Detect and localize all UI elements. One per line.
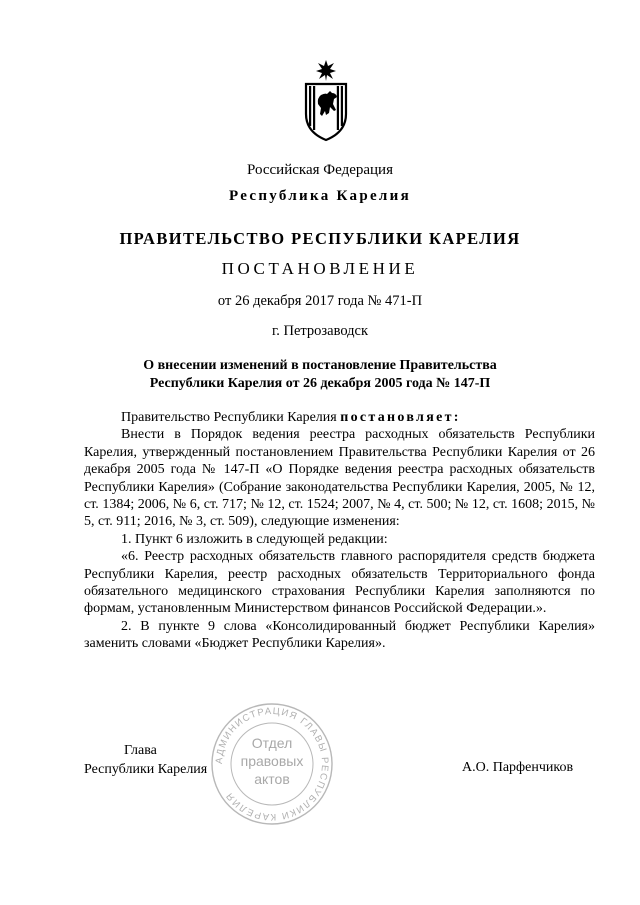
country-name: Российская Федерация (247, 162, 393, 178)
signatory-position-line-2: Республики Карелия (84, 762, 208, 777)
stamp-seal (208, 700, 336, 828)
signatory-name: А.О. Парфенчиков (462, 760, 574, 775)
document-date-number: от 26 декабря 2017 года № 471-П (217, 293, 423, 309)
item-1: 1. Пункт 6 изложить в следующей редакции: (121, 531, 388, 547)
stamp-line-3: актов (254, 771, 290, 787)
karelia-coat-of-arms-icon (303, 58, 349, 142)
stamp-ring-text: АДМИНИСТРАЦИЯ ГЛАВЫ РЕСПУБЛИКИ КАРЕЛИЯ (213, 705, 331, 823)
stamp-line-1: Отдел (251, 735, 293, 751)
preamble-emphasis: постановляет: (340, 410, 461, 425)
item-2: 2. В пункте 9 слова «Консолидированный бюджет Республики Карелия» заменить словами «Бюджет Республики Карелия». (84, 618, 595, 652)
republic-name: Республика Карелия (228, 188, 411, 204)
title-line-2: Республики Карелия от 26 декабря 2005 года № 147-П (149, 376, 491, 391)
signatory-position (84, 741, 207, 779)
item-1-text: «6. Реестр расходных обязательств главного распорядителя средств бюджета Республики Карелия, реестр расходных обязательств Территориального фонда обязательного медицинского страхования Республики Карелия заполняются по формам, установленным Министерством финансов Российской Федерации.». (84, 549, 595, 617)
document-body (84, 409, 595, 653)
government-name: ПРАВИТЕЛЬСТВО РЕСПУБЛИКИ КАРЕЛИЯ (119, 229, 521, 248)
paragraph-1: Внести в Порядок ведения реестра расходных обязательств Республики Карелия, утвержденный постановлением Правительства Республики Карелия от 26 декабря 2005 года № 147-П «О Порядке ведения реестра расходных обязательств Республики Карелия» (Собрание законодательства Республики Карелия, 2005, № 12, ст. 1384; 2006, № 6, ст. 717; № 12, ст. 1524; 2007, № 4, ст. 500; № 12, ст. 1608; 2015, № 5, ст. 911; 2016, № 3, ст. 509), следующие изменения: (84, 427, 595, 530)
document-title (0, 357, 640, 393)
preamble (84, 409, 595, 426)
title-line-1: О внесении изменений в постановление Правительства (143, 358, 497, 373)
stamp-line-2: правовых (240, 753, 304, 769)
document-type: ПОСТАНОВЛЕНИЕ (221, 259, 419, 278)
preamble-text: Правительство Республики Карелия (121, 410, 341, 425)
document-city: г. Петрозаводск (271, 323, 369, 339)
signatory-position-line-1: Глава (124, 743, 157, 758)
